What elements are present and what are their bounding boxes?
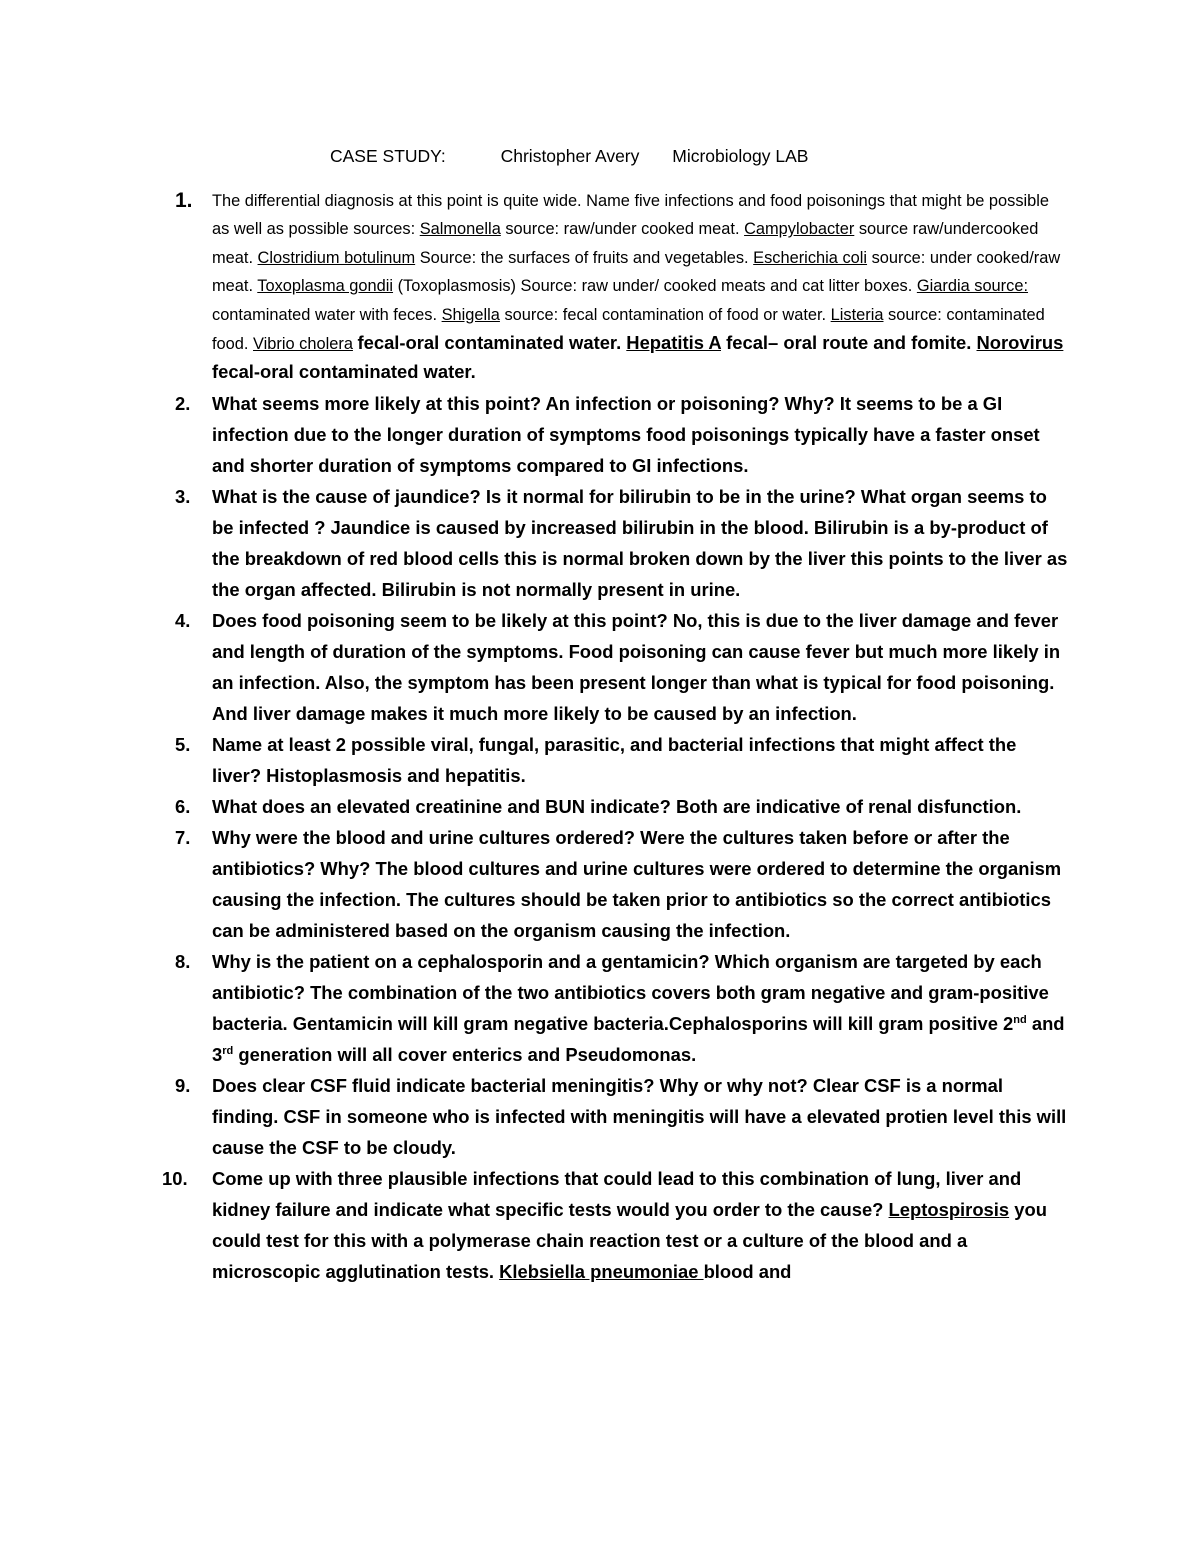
question-number: 2.: [175, 392, 191, 414]
question-list: [150, 187, 1070, 1287]
question-9: [150, 1070, 1070, 1163]
question-text: and 3: [212, 1012, 1065, 1065]
organism-norovirus: Norovirus: [976, 332, 1064, 354]
question-text: blood and: [703, 1260, 792, 1282]
source-text: source: contaminated food.: [212, 305, 1045, 354]
question-text: What is the cause of jaundice? Is it normal for bilirubin to be in the urine? What organ seems to be infected ? Jaundice is caused by increased bilirubin in the blood. Bilirubin is a by-product of the breakdown of red blood cells this is normal broken down by the liver this points to the liver as the organ affected. Bilirubin is not normally present in urine.: [212, 485, 1068, 600]
answer-text: fecal-oral contaminated water.: [357, 332, 627, 354]
question-number: 3.: [175, 485, 191, 507]
question-text: Does food poisoning seem to be likely at this point? No, this is due to the liver damage and fever and length of duration of the symptoms. Food poisoning can cause fever but much more likely in an infection. Also, the symptom has been present longer than what is typical for food poisoning. And liver damage makes it much more likely to be caused by an infection.: [212, 609, 1061, 724]
source-text: contaminated water with feces.: [212, 305, 442, 324]
organism-salmonella: Salmonella: [419, 220, 501, 239]
question-4: [150, 605, 1070, 729]
question-text: Name at least 2 possible viral, fungal, parasitic, and bacterial infections that might affect the liver? Histoplasmosis and hepatitis.: [212, 733, 1017, 786]
source-text: source: raw/under cooked meat.: [500, 220, 745, 239]
course-name: Microbiology LAB: [672, 146, 809, 166]
organism-campylobacter: Campylobacter: [744, 220, 855, 239]
question-text: What does an elevated creatinine and BUN indicate? Both are indicative of renal disfunction.: [212, 795, 1022, 817]
organism-escherichia-coli: Escherichia coli: [753, 248, 868, 267]
answer-text: fecal– oral route and fomite.: [721, 332, 977, 354]
question-text: Come up with three plausible infections that could lead to this combination of lung, liver and kidney failure and indicate what specific tests would you order to the cause?: [212, 1167, 1022, 1220]
question-number: 6.: [175, 795, 191, 817]
source-text: (Toxoplasmosis) Source: raw under/ cooked meats and cat litter boxes.: [393, 277, 917, 296]
organism-klebsiella-pneumoniae: Klebsiella pneumoniae: [499, 1260, 704, 1282]
organism-hepatitis-a: Hepatitis A: [626, 332, 721, 354]
question-10: [150, 1163, 1070, 1287]
organism-leptospirosis: Leptospirosis: [888, 1198, 1010, 1220]
question-text: Why is the patient on a cephalosporin and a gentamicin? Which organism are targeted by each antibiotic? The combination of the two antibiotics covers both gram negative and gram-positive bacteria. Gentamicin will kill gram negative bacteria.Cephalosporins will kill gram positive 2: [212, 950, 1049, 1034]
question-text: What seems more likely at this point? An infection or poisoning? Why? It seems to be a GI infection due to the longer duration of symptoms food poisonings typically have a faster onset and shorter duration of symptoms compared to GI infections.: [212, 392, 1040, 476]
answer-text: fecal-oral contaminated water.: [212, 361, 476, 383]
question-prompt: The differential diagnosis at this point is quite wide. Name five infections and food poisonings that might be possible as well as possible sources:: [212, 192, 1050, 239]
question-number: 4.: [175, 609, 191, 631]
question-text: generation will all cover enterics and Pseudomonas.: [233, 1043, 697, 1065]
question-text: you could test for this with a polymerase chain reaction test or a culture of the blood and a microscopic agglutination tests.: [212, 1198, 1047, 1282]
organism-clostridium-botulinum: Clostridium botulinum: [257, 248, 416, 267]
source-text: source: fecal contamination of food or water.: [499, 305, 831, 324]
question-number: 7.: [175, 826, 191, 848]
organism-toxoplasma-gondii: Toxoplasma gondii: [257, 277, 394, 296]
question-2: [150, 388, 1070, 481]
organism-shigella: Shigella: [441, 305, 500, 324]
source-text: Source: the surfaces of fruits and vegetables.: [415, 248, 754, 267]
question-7: [150, 822, 1070, 946]
question-text: Why were the blood and urine cultures ordered? Were the cultures taken before or after the antibiotics? Why? The blood cultures and urine cultures were ordered to determine the organism causing the infection. The cultures should be taken prior to antibiotics so the correct antibiotics can be administered based on the organism causing the infection.: [212, 826, 1062, 941]
question-number: 1.: [175, 189, 193, 212]
question-text: Does clear CSF fluid indicate bacterial meningitis? Why or why not? Clear CSF is a normal finding. CSF in someone who is infected with meningitis will have a elevated protien level this will cause the CSF to be cloudy.: [212, 1074, 1067, 1158]
superscript: nd: [1013, 1013, 1027, 1026]
question-6: [150, 791, 1070, 822]
organism-vibrio-cholera: Vibrio cholera: [253, 335, 353, 354]
question-5: [150, 729, 1070, 791]
question-8: [150, 946, 1070, 1070]
superscript: rd: [222, 1044, 234, 1057]
organism-listeria: Listeria: [830, 305, 884, 324]
question-1: [150, 187, 1070, 388]
student-name: Christopher Avery: [500, 146, 640, 166]
source-text: source raw/undercooked meat.: [212, 220, 1039, 267]
question-number: 5.: [175, 733, 191, 755]
question-number: 10.: [162, 1167, 188, 1189]
question-number: 8.: [175, 950, 191, 972]
document-header: [330, 146, 808, 167]
question-3: [150, 481, 1070, 605]
case-study-label: CASE STUDY:: [330, 146, 446, 166]
organism-giardia: Giardia source:: [916, 277, 1029, 296]
question-number: 9.: [175, 1074, 191, 1096]
source-text: source: under cooked/raw meat.: [212, 248, 1061, 296]
